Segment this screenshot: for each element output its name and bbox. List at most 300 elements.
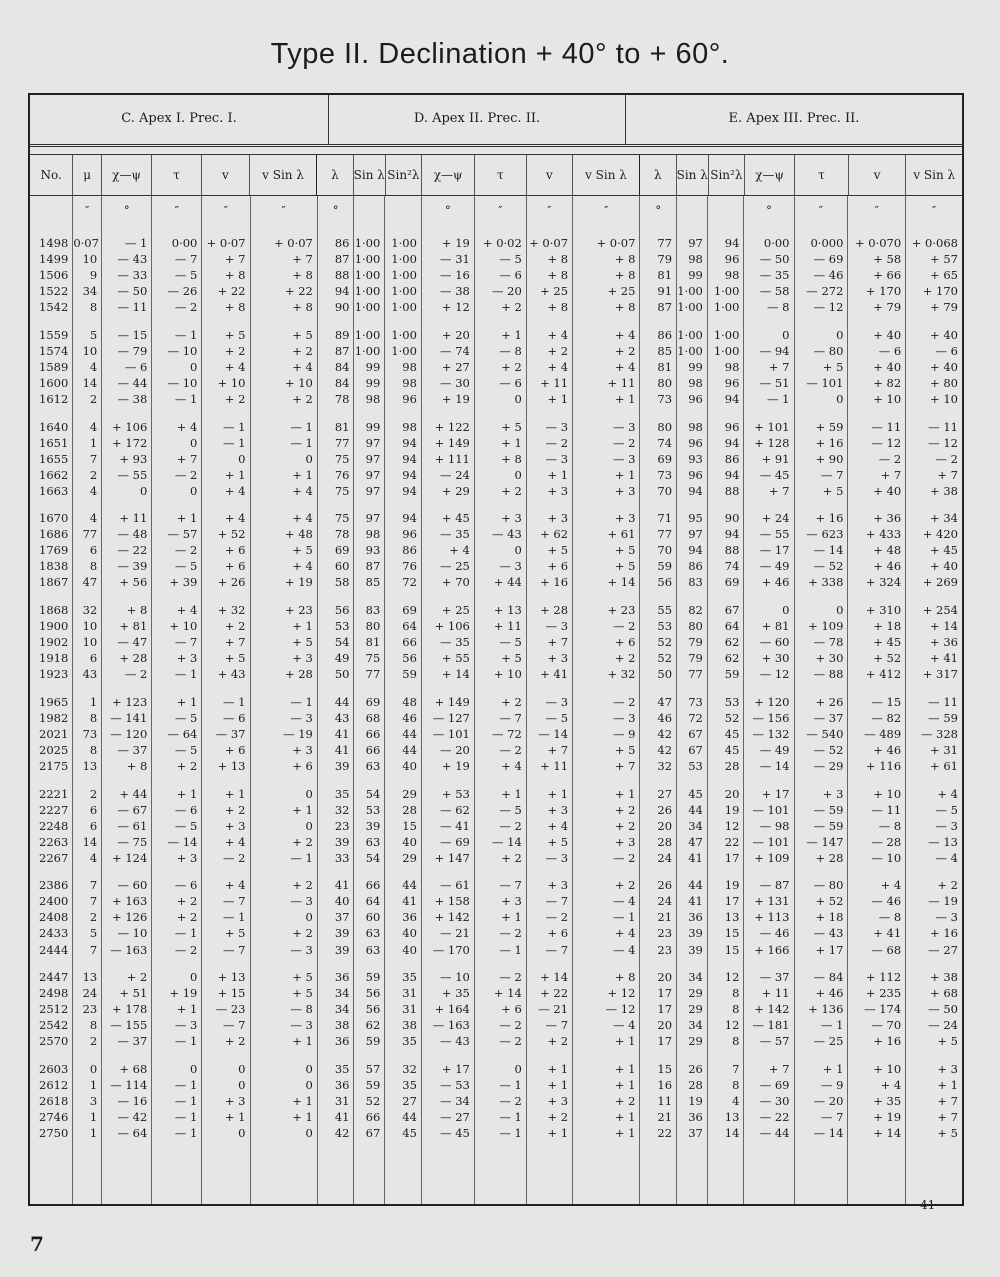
table-cell: 69	[724, 575, 740, 590]
table-cell: + 62	[540, 527, 569, 542]
table-cell: + 46	[815, 986, 844, 1001]
table-cell: + 4	[547, 327, 569, 342]
table-cell: — 3	[174, 1018, 198, 1033]
table-cell: + 5	[614, 559, 636, 574]
table-cell: — 59	[928, 710, 958, 725]
table-cell: 26	[688, 1061, 703, 1076]
table-cell: 0	[782, 327, 790, 342]
table-cell: + 10	[493, 667, 522, 682]
table-cell: 99	[365, 375, 381, 390]
table-cell: 66	[365, 726, 381, 741]
table-cell: 20	[724, 786, 740, 801]
table-cell: + 2	[501, 850, 522, 865]
table-cell: + 109	[754, 850, 790, 865]
table-cell: 32	[657, 759, 673, 773]
table-cell: — 11	[928, 694, 958, 709]
table-cell: + 8	[614, 252, 636, 266]
table-cell: 45	[724, 726, 740, 741]
table-cell: 1·00	[391, 252, 417, 266]
table-cell: 75	[334, 483, 350, 498]
table-cell: 1	[89, 1126, 98, 1140]
table-cell: 1498	[39, 236, 69, 250]
table-cell: — 14	[759, 759, 790, 773]
table-cell: 53	[724, 694, 740, 709]
table-cell: — 12	[759, 667, 790, 682]
table-cell: 0	[139, 483, 148, 498]
table-cell: + 7	[224, 635, 246, 650]
table-cell: 99	[365, 359, 381, 374]
table-cell: 1·00	[391, 343, 417, 358]
table-column	[201, 196, 249, 1204]
table-cell: 74	[724, 559, 740, 574]
table-cell: + 4	[449, 543, 470, 558]
table-cell: + 412	[865, 667, 902, 682]
table-cell: + 131	[754, 894, 790, 909]
table-cell: 2386	[39, 878, 69, 893]
table-cell: + 41	[930, 651, 958, 666]
table-cell: + 93	[119, 451, 148, 466]
table-cell: 94	[334, 284, 350, 299]
table-cell: + 53	[441, 786, 470, 801]
table-cell: + 2	[501, 359, 522, 374]
column-header: λ	[639, 155, 676, 195]
table-cell: — 42	[117, 1109, 148, 1124]
table-cell: 0	[238, 1077, 246, 1092]
table-cell: + 43	[217, 667, 246, 682]
table-cell: 2433	[39, 926, 69, 941]
table-cell: 41	[402, 894, 417, 909]
column-header: v Sin λ	[572, 155, 639, 195]
table-cell: — 9	[820, 1077, 844, 1092]
table-cell: + 254	[922, 603, 958, 617]
table-cell: — 68	[871, 942, 902, 957]
table-cell: — 181	[752, 1018, 790, 1033]
table-cell: 0	[305, 451, 313, 466]
table-cell: + 324	[865, 575, 902, 590]
table-cell: 94	[688, 543, 703, 558]
table-cell: + 19	[284, 575, 313, 590]
table-cell: 15	[724, 926, 740, 941]
table-cell: + 1	[501, 327, 522, 342]
table-cell: 0·00	[171, 236, 198, 250]
table-cell: 22	[724, 834, 740, 849]
table-cell: — 5	[545, 710, 569, 725]
table-cell: 64	[724, 619, 740, 634]
table-cell: + 44	[119, 786, 148, 801]
table-cell: + 7	[937, 467, 958, 482]
table-cell: — 7	[545, 1018, 569, 1033]
table-cell: + 7	[176, 451, 198, 466]
table-cell: 96	[688, 392, 703, 406]
table-cell: + 4	[292, 559, 313, 574]
table-cell: + 2	[224, 343, 246, 358]
table-cell: — 8	[499, 343, 522, 358]
table-cell: 0·00	[763, 236, 790, 250]
table-cell: — 11	[871, 802, 902, 817]
table-cell: — 79	[117, 343, 148, 358]
data-table	[28, 93, 964, 1206]
unit-cell	[385, 202, 421, 218]
table-cell: 1559	[39, 327, 69, 342]
unit-cell: ″	[281, 203, 286, 217]
table-cell: — 1	[223, 910, 246, 925]
footer-number: 41	[920, 1198, 936, 1212]
table-cell: + 24	[761, 511, 790, 526]
table-cell: + 0·070	[854, 236, 902, 250]
table-cell: 23	[657, 942, 673, 957]
table-cell: — 69	[759, 1077, 790, 1092]
table-cell: 59	[724, 667, 740, 682]
table-cell: + 0·07	[529, 236, 569, 250]
table-cell: 7	[89, 894, 98, 909]
table-cell: — 45	[440, 1126, 470, 1140]
table-cell: 38	[402, 1018, 417, 1033]
table-cell: — 101	[806, 375, 844, 390]
table-cell: + 6	[224, 742, 246, 757]
table-cell: 98	[402, 419, 417, 434]
table-cell: — 3	[290, 710, 313, 725]
table-cell: + 2	[126, 970, 148, 984]
table-cell: — 70	[871, 1018, 902, 1033]
table-cell: — 29	[813, 759, 844, 773]
table-cell: + 3	[547, 651, 569, 666]
table-cell: + 4	[224, 511, 246, 526]
page-number: 7	[30, 1232, 44, 1256]
table-cell: — 1	[174, 1093, 198, 1108]
table-cell: — 48	[117, 527, 148, 542]
table-cell: + 338	[808, 575, 844, 590]
table-cell: + 1	[614, 786, 636, 801]
table-cell: — 6	[935, 343, 958, 358]
table-cell: — 3	[545, 850, 569, 865]
table-cell: — 35	[440, 527, 470, 542]
table-cell: + 15	[217, 986, 246, 1001]
table-cell: + 7	[937, 1093, 958, 1108]
table-cell: + 1	[501, 435, 522, 450]
column-header: χ—ψ	[101, 155, 151, 195]
table-cell: — 49	[759, 742, 790, 757]
table-cell: 79	[657, 252, 673, 266]
table-cell: 98	[365, 527, 381, 542]
unit-cell: °	[123, 203, 130, 217]
table-cell: 79	[688, 651, 703, 666]
unit-cell	[677, 202, 707, 218]
table-cell: — 50	[759, 252, 790, 266]
table-cell: 96	[724, 252, 740, 266]
table-cell: + 2	[176, 910, 198, 925]
table-cell: + 28	[815, 850, 844, 865]
table-cell: 44	[402, 1109, 417, 1124]
table-cell: 8	[89, 710, 98, 725]
table-cell: 1686	[39, 527, 69, 542]
table-cell: 45	[688, 786, 703, 801]
table-cell: 1·00	[677, 327, 703, 342]
table-cell: 1·00	[354, 252, 381, 266]
table-cell: — 3	[612, 710, 636, 725]
table-cell: + 1	[176, 694, 198, 709]
table-cell: 23	[657, 926, 673, 941]
table-cell: + 11	[540, 375, 569, 390]
table-cell: 98	[402, 359, 417, 374]
table-cell: 32	[402, 1061, 417, 1076]
table-column	[384, 196, 421, 1204]
table-cell: + 2	[292, 834, 313, 849]
table-cell: + 6	[224, 543, 246, 558]
table-cell: 1868	[39, 603, 69, 617]
table-cell: 97	[365, 435, 381, 450]
table-cell: + 10	[169, 619, 198, 634]
table-cell: 80	[657, 419, 673, 434]
table-cell: — 156	[752, 710, 790, 725]
table-cell: + 0·068	[911, 236, 958, 250]
table-cell: 0	[782, 603, 790, 617]
table-cell: 91	[657, 284, 673, 299]
table-cell: 21	[657, 1109, 673, 1124]
table-cell: 1·00	[713, 300, 740, 315]
table-cell: + 2	[547, 343, 569, 358]
table-cell: + 28	[119, 651, 148, 666]
table-cell: — 94	[759, 343, 790, 358]
table-cell: 62	[365, 1018, 381, 1033]
table-cell: 72	[688, 710, 703, 725]
table-cell: 77	[82, 527, 98, 542]
table-cell: — 33	[117, 268, 148, 283]
table-cell: 1·00	[713, 327, 740, 342]
table-cell: + 5	[501, 419, 522, 434]
table-cell: 59	[365, 970, 381, 984]
table-cell: 8	[89, 742, 98, 757]
table-cell: + 112	[865, 970, 902, 984]
table-cell: — 14	[813, 1126, 844, 1140]
table-cell: + 8	[292, 268, 313, 283]
table-cell: + 3	[822, 786, 844, 801]
table-cell: 95	[688, 511, 703, 526]
table-cell: + 4	[224, 878, 246, 893]
table-cell: 97	[365, 467, 381, 482]
table-cell: + 26	[217, 575, 246, 590]
column-header: μ	[72, 155, 101, 195]
table-cell: + 126	[112, 910, 148, 925]
table-cell: + 6	[614, 635, 636, 650]
table-cell: 84	[334, 359, 350, 374]
table-cell: 50	[334, 667, 350, 682]
table-cell: — 2	[499, 818, 522, 833]
table-cell: — 15	[117, 327, 148, 342]
table-cell: 1·00	[713, 284, 740, 299]
table-cell: 53	[657, 619, 673, 634]
table-cell: + 5	[614, 543, 636, 558]
column-header: τ	[151, 155, 201, 195]
table-cell: 2021	[39, 726, 69, 741]
table-cell: 1655	[39, 451, 69, 466]
table-cell: — 14	[167, 834, 198, 849]
table-cell: 31	[334, 1093, 350, 1108]
table-cell: + 269	[922, 575, 958, 590]
table-cell: — 2	[499, 926, 522, 941]
table-cell: + 3	[501, 511, 522, 526]
table-cell: + 8	[224, 300, 246, 315]
table-cell: + 17	[815, 942, 844, 957]
unit-cell: °	[766, 203, 772, 217]
table-cell: 0	[514, 543, 522, 558]
table-cell: 13	[724, 1109, 740, 1124]
table-cell: 31	[402, 1002, 417, 1017]
table-cell: 2498	[39, 986, 69, 1001]
table-cell: — 50	[928, 1002, 958, 1017]
group-d-header: D. Apex II. Prec. II.	[328, 95, 625, 144]
table-cell: + 1	[614, 1109, 636, 1124]
table-cell: — 10	[871, 850, 902, 865]
table-cell: + 5	[292, 327, 313, 342]
table-cell: — 1	[223, 419, 246, 434]
table-cell: + 0·07	[596, 236, 636, 250]
table-cell: — 1	[223, 435, 246, 450]
table-cell: — 61	[440, 878, 470, 893]
table-cell: 34	[334, 986, 350, 1001]
table-cell: 2512	[39, 1002, 69, 1017]
table-cell: 40	[402, 942, 417, 957]
table-cell: 81	[365, 635, 381, 650]
table-cell: — 20	[492, 284, 522, 299]
table-cell: + 14	[493, 986, 522, 1001]
table-cell: 1965	[39, 694, 69, 709]
table-cell: 42	[657, 726, 673, 741]
table-cell: — 7	[545, 894, 569, 909]
table-cell: + 3	[547, 483, 569, 498]
table-cell: 2408	[39, 910, 69, 925]
table-cell: 0	[238, 451, 246, 466]
table-cell: + 7	[292, 252, 313, 266]
table-cell: 0	[514, 392, 522, 406]
table-cell: 0	[836, 603, 844, 617]
table-cell: — 1	[174, 667, 198, 682]
table-cell: + 14	[607, 575, 636, 590]
table-cell: 11	[657, 1093, 673, 1108]
table-cell: 94	[724, 392, 740, 406]
table-cell: 4	[732, 1093, 740, 1108]
table-cell: 63	[365, 834, 381, 849]
table-cell: + 29	[441, 483, 470, 498]
table-cell: + 6	[547, 926, 569, 941]
table-cell: + 41	[873, 926, 902, 941]
table-cell: — 34	[440, 1093, 470, 1108]
table-cell: 0·000	[810, 236, 844, 250]
table-cell: 32	[82, 603, 98, 617]
table-cell: — 4	[612, 942, 636, 957]
table-cell: 78	[334, 392, 350, 406]
table-cell: — 5	[174, 268, 198, 283]
table-cell: — 19	[928, 894, 958, 909]
table-cell: 2542	[39, 1018, 69, 1033]
table-cell: 1	[89, 1077, 98, 1092]
table-cell: + 1	[224, 467, 246, 482]
table-cell: 53	[334, 619, 350, 634]
table-cell: 0	[305, 1126, 313, 1140]
table-cell: 41	[334, 1109, 350, 1124]
table-cell: + 7	[547, 635, 569, 650]
table-cell: 8	[732, 1002, 740, 1017]
table-cell: — 3	[545, 619, 569, 634]
table-cell: 7	[732, 1061, 740, 1076]
table-cell: 8	[89, 300, 98, 315]
table-cell: 35	[402, 970, 417, 984]
table-cell: 4	[89, 850, 98, 865]
table-cell: 94	[402, 451, 417, 466]
table-cell: + 5	[292, 635, 313, 650]
table-cell: — 1	[174, 327, 198, 342]
table-cell: 6	[89, 802, 98, 817]
table-cell: + 28	[284, 667, 313, 682]
table-cell: + 0·07	[273, 236, 313, 250]
table-cell: — 2	[174, 942, 198, 957]
table-cell: + 120	[754, 694, 790, 709]
table-cell: 1·00	[391, 284, 417, 299]
table-cell: + 3	[547, 802, 569, 817]
table-cell: 29	[402, 786, 417, 801]
table-cell: + 5	[822, 359, 844, 374]
table-cell: 2	[89, 392, 98, 406]
table-cell: 28	[657, 834, 673, 849]
table-cell: — 25	[440, 559, 470, 574]
column-header: τ	[474, 155, 526, 195]
table-cell: — 37	[215, 726, 246, 741]
table-cell: — 2	[499, 1018, 522, 1033]
unit-cell	[30, 202, 72, 218]
table-cell: — 28	[871, 834, 902, 849]
table-cell: — 7	[820, 1109, 844, 1124]
table-cell: — 120	[110, 726, 148, 741]
table-cell: 37	[334, 910, 350, 925]
table-cell: 4	[89, 483, 98, 498]
table-cell: 41	[688, 850, 703, 865]
table-cell: — 38	[117, 392, 148, 406]
table-cell: — 101	[752, 834, 790, 849]
table-cell: 34	[688, 970, 703, 984]
table-cell: + 40	[873, 327, 902, 342]
table-cell: — 540	[806, 726, 844, 741]
table-cell: 40	[402, 759, 417, 773]
table-cell: 20	[657, 970, 673, 984]
table-cell: 64	[402, 619, 417, 634]
table-cell: + 11	[761, 986, 790, 1001]
table-cell: — 141	[110, 710, 148, 725]
table-cell: — 1	[290, 419, 313, 434]
table-cell: + 11	[119, 511, 148, 526]
table-cell: — 2	[545, 910, 569, 925]
table-cell: — 1	[820, 1018, 844, 1033]
table-cell: + 52	[873, 651, 902, 666]
table-cell: 6	[89, 543, 98, 558]
table-cell: — 132	[752, 726, 790, 741]
table-cell: — 3	[290, 894, 313, 909]
table-cell: 78	[334, 527, 350, 542]
table-cell: — 14	[492, 834, 522, 849]
column-header: v	[848, 155, 906, 195]
table-cell: — 7	[223, 1018, 246, 1033]
table-cell: — 12	[605, 1002, 636, 1017]
table-cell: 2025	[39, 742, 69, 757]
table-cell: + 1	[292, 619, 313, 634]
table-cell: + 1	[547, 1077, 569, 1092]
table-cell: 34	[688, 1018, 703, 1033]
table-cell: 1900	[39, 619, 69, 634]
table-cell: + 4	[292, 511, 313, 526]
unit-cell: ″	[498, 203, 503, 217]
table-cell: — 5	[174, 742, 198, 757]
table-cell: 0·07	[73, 236, 99, 250]
unit-cell: ″	[85, 203, 90, 217]
table-cell: 97	[365, 451, 381, 466]
